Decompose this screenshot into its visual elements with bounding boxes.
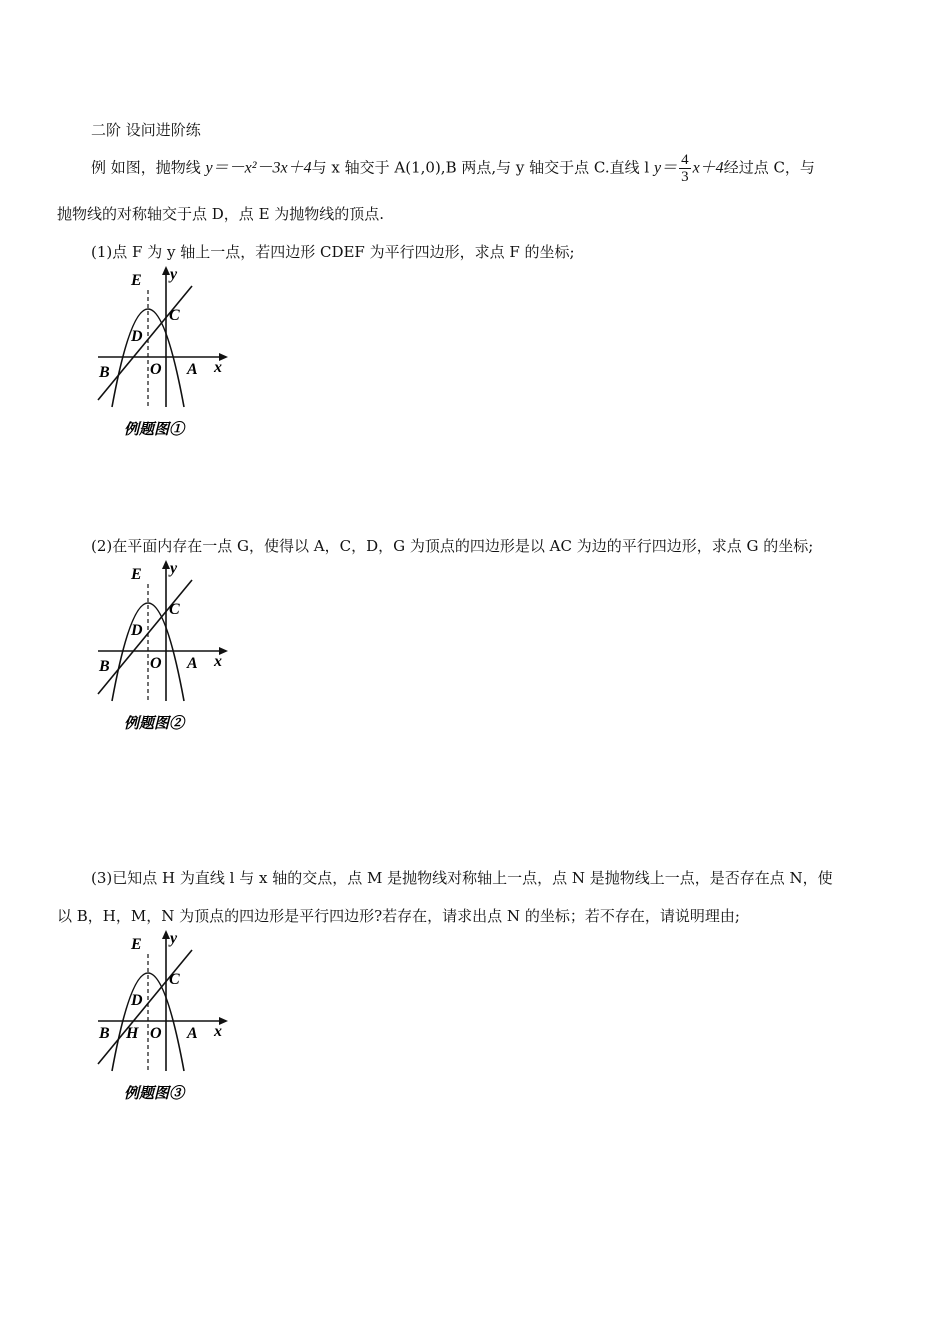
line-slope-fraction <box>679 152 691 185</box>
fraction-denominator: 3 <box>681 169 689 185</box>
label-D: D <box>131 328 143 345</box>
figure-3-caption: 例题图③ <box>124 1086 185 1102</box>
label-y: y <box>170 560 178 577</box>
figure-1-caption: 例题图① <box>124 422 185 438</box>
question-2: (2)在平面内存在一点 G，使得以 A，C，D，G 为顶点的四边形是以 AC 为边的平行四边形，求点 G 的坐标; <box>91 537 814 555</box>
example-prefix: 例 如图，抛物线 <box>91 158 206 177</box>
label-E: E <box>131 936 142 953</box>
label-x: x <box>214 653 222 670</box>
line-l <box>98 286 192 400</box>
label-C: C <box>169 307 180 324</box>
example-suffix: 经过点 C，与 <box>723 158 815 177</box>
example-line-1 <box>91 152 815 185</box>
label-E: E <box>131 566 142 583</box>
line-equation-y: y＝ <box>653 159 678 177</box>
label-y: y <box>170 930 178 947</box>
label-H: H <box>126 1025 139 1042</box>
label-x: x <box>214 359 222 376</box>
label-D: D <box>131 992 143 1009</box>
label-O: O <box>150 361 162 378</box>
parabola-equation: y＝－x²－3x＋4 <box>205 159 312 177</box>
fraction-numerator: 4 <box>681 152 689 168</box>
label-B: B <box>99 658 110 675</box>
label-B: B <box>99 364 110 381</box>
line-l <box>98 950 192 1064</box>
y-axis-arrow <box>162 560 170 569</box>
label-y: y <box>170 266 178 283</box>
label-A: A <box>187 655 198 672</box>
figure-3 <box>90 926 240 1106</box>
label-E: E <box>131 272 142 289</box>
label-O: O <box>150 1025 162 1042</box>
figure-1 <box>90 262 240 442</box>
label-x: x <box>214 1023 222 1040</box>
label-C: C <box>169 971 180 988</box>
line-l <box>98 580 192 694</box>
figure-2-caption: 例题图② <box>124 716 185 732</box>
line-equation-rest: x＋4 <box>692 159 724 177</box>
label-A: A <box>187 361 198 378</box>
figure-2 <box>90 556 240 736</box>
example-line-2: 抛物线的对称轴交于点 D，点 E 为抛物线的顶点. <box>57 205 385 223</box>
label-B: B <box>99 1025 110 1042</box>
example-mid: 与 x 轴交于 A(1,0),B 两点,与 y 轴交于点 C.直线 l <box>311 158 654 177</box>
y-axis-arrow <box>162 930 170 939</box>
y-axis-arrow <box>162 266 170 275</box>
section-title: 二阶 设问进阶练 <box>91 121 201 139</box>
label-D: D <box>131 622 143 639</box>
label-A: A <box>187 1025 198 1042</box>
label-C: C <box>169 601 180 618</box>
question-1: (1)点 F 为 y 轴上一点，若四边形 CDEF 为平行四边形，求点 F 的坐标; <box>91 243 575 261</box>
label-O: O <box>150 655 162 672</box>
question-3-line-1: (3)已知点 H 为直线 l 与 x 轴的交点，点 M 是抛物线对称轴上一点，点 N 是抛物线上一点，是否存在点 N，使 <box>91 869 833 887</box>
question-3-line-2: 以 B，H，M，N 为顶点的四边形是平行四边形?若存在，请求出点 N 的坐标；若不存在，请说明理由; <box>57 907 740 925</box>
